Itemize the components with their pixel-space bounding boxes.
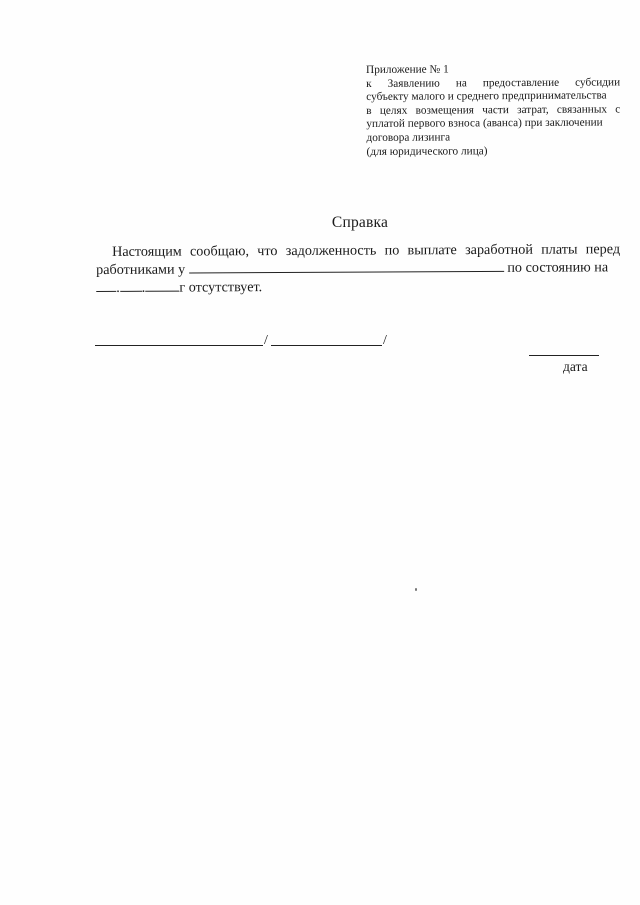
annex-line-6: договора лизинга — [366, 131, 451, 144]
year-blank[interactable] — [145, 279, 179, 292]
date-separator-1: . — [116, 279, 120, 296]
as-of-label: по состоянию на — [507, 259, 609, 276]
statement-line-1: Настоящим сообщаю, что задолженность по выплате заработной платы перед — [112, 241, 621, 260]
statement-line-2 — [96, 258, 620, 279]
document-title: Справка — [331, 214, 389, 231]
date-label: дата — [563, 359, 588, 374]
signature-slash-1: / — [264, 333, 268, 348]
annex-line-3: субъекту малого и среднего предпринимательства — [366, 89, 607, 104]
annex-header — [366, 62, 621, 159]
employees-label: работниками у — [96, 261, 186, 278]
organization-name-blank[interactable] — [189, 259, 504, 274]
signatory-name-line[interactable] — [271, 345, 382, 346]
scan-speck — [415, 588, 417, 591]
date-line[interactable] — [529, 355, 599, 356]
statement-paragraph — [96, 240, 620, 297]
month-blank[interactable] — [120, 279, 142, 292]
absence-statement: г отсутствует. — [179, 279, 263, 296]
annex-line-5: уплатой первого взноса (аванса) при заключении — [366, 116, 603, 131]
signature-line[interactable] — [95, 345, 263, 346]
date-separator-2: . — [141, 279, 146, 296]
annex-line-2: к Заявлению на предоставление субсидии — [366, 76, 621, 90]
signature-slash-2: / — [383, 333, 387, 348]
annex-line-7: (для юридического лица) — [366, 144, 488, 158]
annex-number: Приложение № 1 — [366, 63, 449, 76]
statement-line-3 — [96, 276, 620, 297]
annex-line-4: в целях возмещения части затрат, связанных с — [366, 103, 621, 117]
day-blank[interactable] — [96, 279, 116, 292]
